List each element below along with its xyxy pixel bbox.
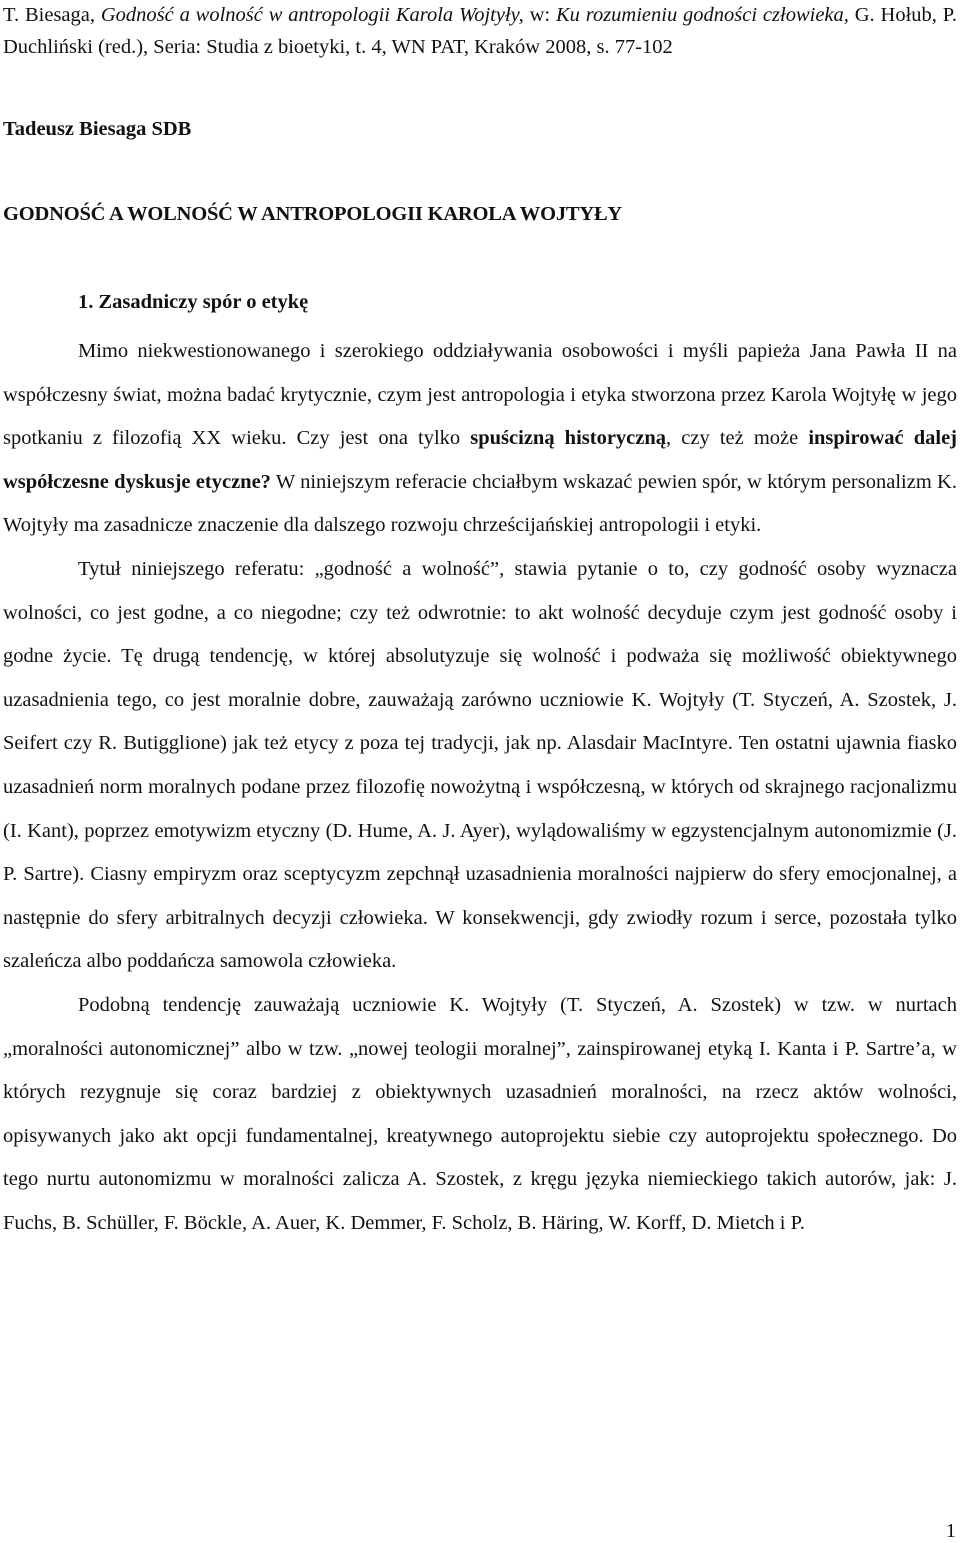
citation-middle: w: [523,4,556,26]
citation [3,0,957,63]
section-heading: 1. Zasadniczy spór o etykę [78,291,309,313]
paragraph-1 [3,330,957,548]
citation-prefix: T. Biesaga, [3,4,101,26]
paragraph-1-text-2: , czy też może [666,427,809,450]
paragraph-3: Podobną tendencję zauważają uczniowie K. Wojtyły (T. Styczeń, A. Szostek) w tzw. w nurtach „moralności autonomicznej” albo w tzw. „nowej teologii moralnej”, zainspirowanej etyką I. Kanta i P. Sartre’a, w których rezygnuje się coraz bardziej z obiektywnych uzasadnień moralności, na rzecz aktów wolności, opisywanych jako akt opcji fundamentalnej, kreatywnego autoprojektu siebie czy autoprojektu społecznego. Do tego nurtu autonomizmu w moralności zalicza A. Szostek, z kręgu języka niemieckiego takich autorów, jak: J. Fuchs, B. Schüller, F. Böckle, A. Auer, K. Demmer, F. Scholz, B. Häring, W. Korff, D. Mietch i P. [3,993,957,1234]
citation-book-title: Ku rozumieniu godności człowieka, [555,4,849,26]
paragraph-1-bold-1: spuścizną historyczną [470,427,667,450]
paragraph-1-text: Mimo niekwestionowanego i szerokiego oddziaływania osobowości i myśli papieża Jana Pawła II na współczesny świat, można badać krytycznie, czym jest antropologia i etyka stworzona przez Karola Wojtyłę w jego spotkaniu z filozofią XX wieku. Czy jest ona tylko [3,340,957,450]
article-title: GODNOŚĆ A WOLNOŚĆ W ANTROPOLOGII KAROLA WOJTYŁY [3,203,623,225]
author-name: Tadeusz Biesaga SDB [3,118,192,140]
citation-suffix: G. Hołub, P. Duchliński (red.), Seria: Studia z bioetyki, t. 4, WN PAT, Kraków 2008, s. 77-102 [3,4,958,58]
paragraph-1-text-3: W niniejszym referacie chciałbym wskazać pewien spór, w którym personalizm K. Wojtyły ma zasadnicze znaczenie dla dalszego rozwoju chrześcijańskiej antropologii i etyki. [3,470,957,537]
body-text [3,330,957,1245]
page-number: 1 [945,1520,956,1542]
paragraph-1-bold-2: inspirować dalej współczesne dyskusje etyczne? [3,427,957,493]
citation-article-title: Godność a wolność w antropologii Karola Wojtyły, [100,4,524,26]
paragraph-2: Tytuł niniejszego referatu: „godność a wolność”, stawia pytanie o to, czy godność osoby wyznacza wolności, co jest godne, a co niegodne; czy też odwrotnie: to akt wolność decyduje czym jest godność osoby i godne życie. Tę drugą tendencję, w której absolutyzuje się wolność i podważa się możliwość obiektywnego uzasadnienia tego, co jest moralnie dobre, zauważają zarówno uczniowie K. Wojtyły (T. Styczeń, A. Szostek, J. Seifert czy R. Butigglione) jak też etycy z poza tej tradycji, jak np. Alasdair MacIntyre. Ten ostatni ujawnia fiasko uzasadnień norm moralnych podane przez filozofię nowożytną i współczesną, w których od skrajnego racjonalizmu (I. Kant), poprzez emotywizm etyczny (D. Hume, A. J. Ayer), wylądowaliśmy w egzystencjalnym autonomizmie (J. P. Sartre). Ciasny empiryzm oraz sceptycyzm zepchnął uzasadnienia moralności najpierw do sfery emocjonalnej, a następnie do sfery arbitralnych decyzji człowieka. W konsekwencji, gdy zwiodły rozum i serce, pozostała tylko szaleńcza albo poddańcza samowola człowieka. [3,557,957,973]
